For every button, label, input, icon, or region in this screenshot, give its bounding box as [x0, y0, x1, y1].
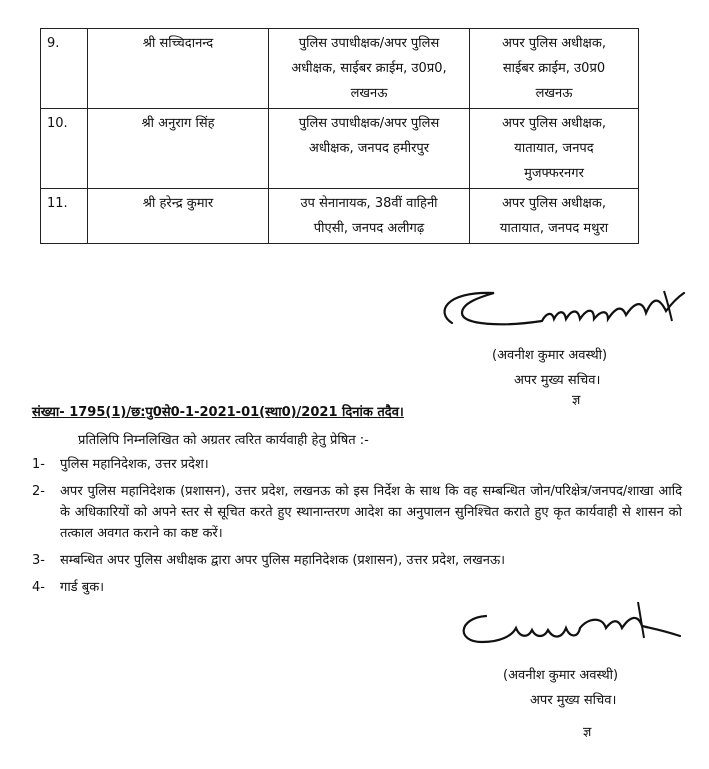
serial-number: 10.: [41, 109, 88, 189]
signatory-name-2: (अवनीश कुमार अवस्थी): [503, 668, 619, 683]
signatory-designation-2: अपर मुख्य सचिव।: [530, 693, 617, 708]
item-text: सम्बन्धित अपर पुलिस अधीक्षक द्वारा अपर पुलिस महानिदेशक (प्रशासन), उत्तर प्रदेश, लखनऊ।: [60, 553, 506, 568]
new-post-line: अपर पुलिस अधीक्षक,: [502, 36, 606, 51]
signatory-name: (अवनीश कुमार अवस्थी): [492, 348, 608, 363]
list-item: [32, 454, 682, 475]
officer-name: श्री हरेन्द्र कुमार: [88, 189, 269, 244]
signature-scribble: [432, 285, 692, 345]
initial-mark-2: ज्ञ: [583, 725, 592, 740]
initial-mark: ज्ञ: [572, 393, 581, 408]
signature-scribble: [452, 598, 692, 660]
current-post: [269, 189, 470, 244]
current-post: [269, 29, 470, 109]
officer-name: श्री अनुराग सिंह: [88, 109, 269, 189]
item-text: गार्ड बुक।: [60, 580, 105, 595]
current-post-line: अधीक्षक, साईबर क्राईम, उ0प्र0,: [291, 61, 447, 76]
table-row: [41, 109, 639, 189]
current-post-line: पुलिस उपाधीक्षक/अपर पुलिस: [298, 116, 440, 131]
new-post-line: अपर पुलिस अधीक्षक,: [502, 196, 606, 211]
table-row: [41, 29, 639, 109]
new-post-line: अपर पुलिस अधीक्षक,: [502, 116, 606, 131]
current-post-line: अधीक्षक, जनपद हमीरपुर: [308, 141, 430, 156]
new-post: [470, 29, 639, 109]
new-post-line: यातायात, जनपद मथुरा: [499, 221, 609, 236]
new-post: [470, 109, 639, 189]
new-post-line: साईबर क्राईम, उ0प्र0: [502, 61, 606, 76]
signature-1: [432, 285, 692, 345]
current-post-line: उप सेनानायक, 38वीं वाहिनी: [300, 196, 438, 211]
list-item: [32, 577, 682, 598]
item-number: 2-: [32, 484, 45, 499]
copy-intro: प्रतिलिपि निम्नलिखित को अग्रतर त्वरित कार्यवाही हेतु प्रेषित :-: [78, 433, 369, 448]
current-post-line: पुलिस उपाधीक्षक/अपर पुलिस: [298, 36, 440, 51]
new-post-line: यातायात, जनपद: [514, 141, 594, 156]
current-post: [269, 109, 470, 189]
signatory-designation: अपर मुख्य सचिव।: [514, 373, 601, 388]
copy-order-section: [32, 402, 682, 598]
item-text: अपर पुलिस महानिदेशक (प्रशासन), उत्तर प्रदेश, लखनऊ को इस निर्देश के साथ कि वह सम्बन्धित जोन/परिक्षेत्र/जनपद/शाखा आदि के अधिकारियों को अपने स्तर से सूचित करते हुए स्थानान्तरण आदेश का अनुपालन सुनिश्चित कराते हुए कृत कार्यवाही से शासन को तत्काल अवगत कराने का कष्ट करें।: [60, 484, 682, 541]
new-post-line: मुजफ्फरनगर: [524, 166, 584, 181]
item-text: पुलिस महानिदेशक, उत्तर प्रदेश।: [60, 457, 209, 472]
serial-number: 11.: [41, 189, 88, 244]
transfer-table: [40, 28, 639, 244]
table-row: [41, 189, 639, 244]
new-post-line: लखनऊ: [535, 86, 573, 101]
new-post: [470, 189, 639, 244]
item-number: 1-: [32, 457, 45, 472]
officer-name: श्री सच्चिदानन्द: [88, 29, 269, 109]
current-post-line: पीएसी, जनपद अलीगढ़: [313, 221, 425, 236]
current-post-line: लखनऊ: [350, 86, 388, 101]
item-number: 3-: [32, 553, 45, 568]
item-number: 4-: [32, 580, 45, 595]
list-item: [32, 481, 682, 544]
order-number: संख्या- 1795(1)/छ:पु0से0-1-2021-01(स्था0)/2021 दिनांक तदैव।: [32, 405, 404, 420]
list-item: [32, 550, 682, 571]
signature-2: [452, 598, 692, 660]
serial-number: 9.: [41, 29, 88, 109]
